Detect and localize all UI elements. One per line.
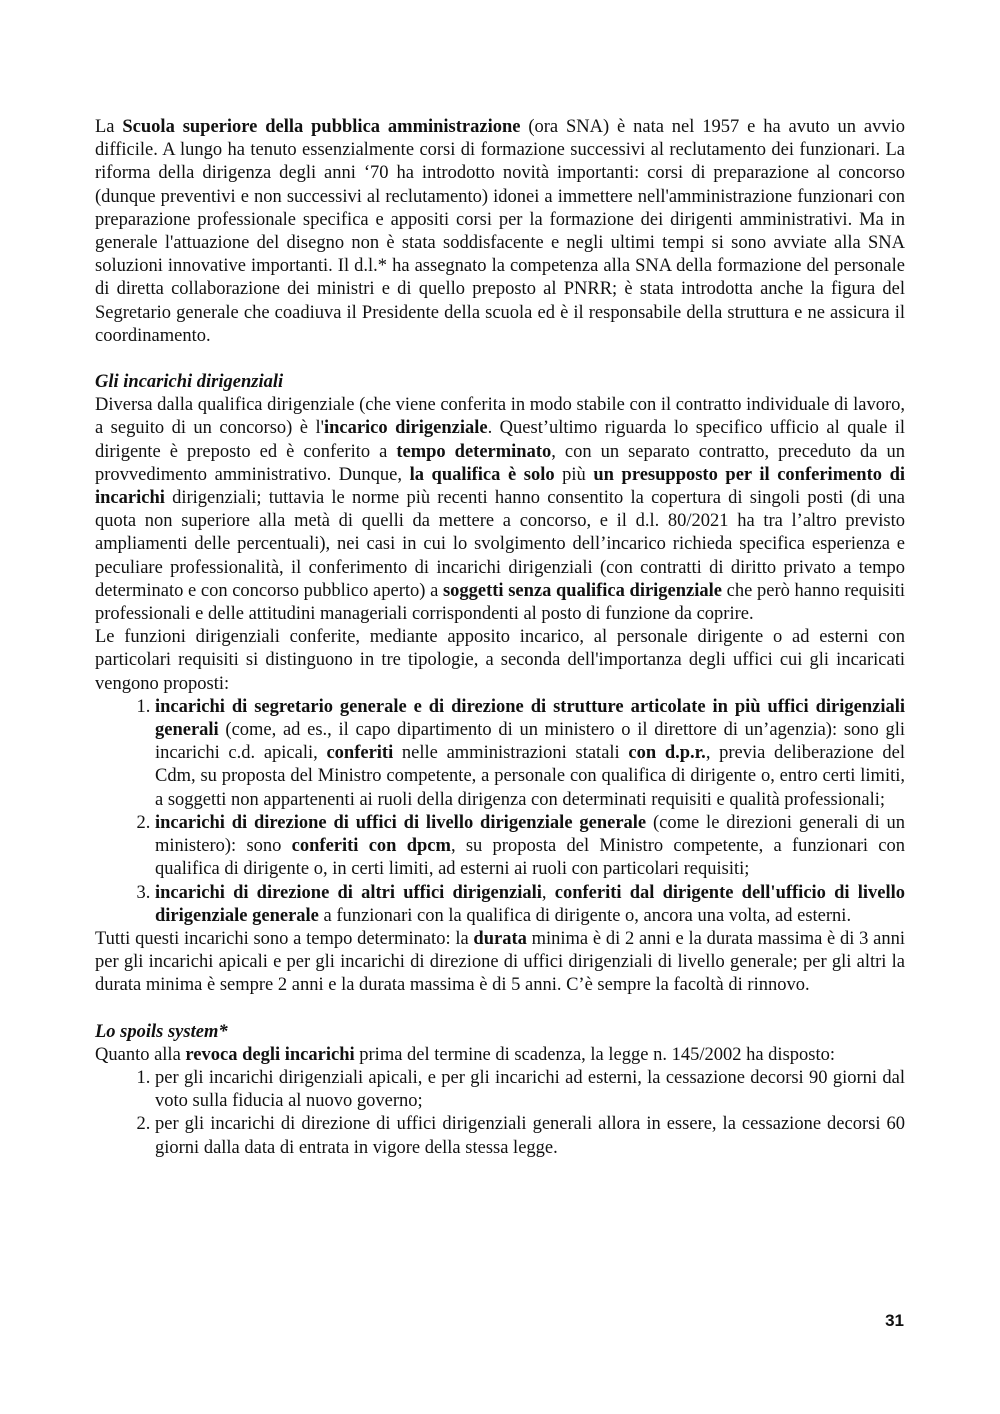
bold-run: incarico dirigenziale: [323, 418, 488, 439]
bold-run: conferiti dal dirigente dell'ufficio di livello dirigenziale generale: [155, 882, 906, 926]
list-item: 2. per gli incarichi di direzione di uffici dirigenziali generali allora in essere, la cessazione decorsi 60 giorni dalla data di entrata in vigore della stessa legge.: [155, 1113, 905, 1159]
bold-run: conferiti: [326, 743, 394, 764]
bold-run: incarichi di segretario generale e di direzione di strutture articolate in più uffici dirigenziali generali: [155, 696, 905, 741]
list-item: [155, 812, 905, 882]
paragraph-gap: [95, 998, 905, 1021]
incarichi-paragraph-1: [95, 394, 905, 626]
bold-run: incarichi di direzione di uffici di livello dirigenziale generale: [155, 812, 647, 833]
list-item: 1. per gli incarichi dirigenziali apicali, e per gli incarichi ad esterni, la cessazione decorsi 90 giorni dal voto sulla fiducia al nuovo governo;: [155, 1067, 905, 1113]
intro-paragraph: [95, 116, 905, 348]
text-run: , previa deliberazione del Cdm, su proposta del Ministro competente, a personale con qualifica di dirigente o, entro certi limiti, a soggetti non appartenenti ai ruoli della dirigenza con determinati requisiti e qualità professionali;: [155, 743, 905, 810]
incarichi-paragraph-2: Le funzioni dirigenziali conferite, mediante apposito incarico, al personale dirigente o ad esterni con particolari requisiti si distinguono in tre tipologie, a seconda dell'importanza degli uffici cui gli incaricati vengono proposti:: [95, 627, 905, 694]
bold-run: tempo determinato: [396, 441, 552, 462]
text-run: Quanto alla: [95, 1044, 186, 1065]
incarichi-paragraph-3: [95, 928, 905, 998]
bold-run: soggetti senza qualifica dirigenziale: [442, 580, 723, 601]
text-run: minima è di 2 anni e la durata massima è di 3 anni per gli incarichi apicali e per gli incarichi di direzione di uffici dirigenziali di livello generale; per gli altri la durata minima è sempre 2 anni e la durata massima è di 5 anni. C’è sempre la facoltà di rinnovo.: [95, 928, 905, 996]
text-run: La: [95, 117, 123, 137]
text-run: (come, ad es., il capo dipartimento di un ministero o il direttore di un’agenzia): sono gli incarichi c.d. apicali,: [155, 720, 905, 764]
list-item: [155, 882, 905, 928]
text-run: , su proposta del Ministro competente, a funzionari con qualifica di dirigente o, in certi limiti, ad esterni ai ruoli con particolari requisiti;: [155, 836, 906, 880]
text-run: che però hanno requisiti professionali e delle attitudini manageriali corrispondenti al posto di funzione da coprire.: [95, 580, 905, 625]
text-run: Tutti questi incarichi sono a tempo determinato: la: [95, 928, 474, 949]
text-run: dirigenziali; tuttavia le norme più recenti hanno consentito la copertura di singoli posti (di una quota non superiore alla metà di quelli da mettere a concorso, e il d.l. 80/2021 ha tra l’altro previsto ampliamenti delle percentuali), nei casi in cui lo svolgimento dell’incarico richieda specifica esperienza e peculiare professionalità, il conferimento di incarichi dirigenziali (con contratti di diritto privato a tempo determinato e con concorso pubblico aperto) a: [95, 488, 905, 601]
text-run: . Quest’ultimo riguarda lo specifico ufficio al quale il dirigente è preposto ed è conferito a: [95, 418, 906, 462]
bold-run: la qualifica è solo: [409, 464, 555, 485]
bold-run: revoca degli incarichi: [185, 1044, 355, 1065]
spoils-paragraph-1: [95, 1044, 905, 1067]
document-page: [95, 116, 905, 1160]
bold-run: con d.p.r.: [628, 743, 706, 764]
text-run: Diversa dalla qualifica dirigenziale (che viene conferita in modo stabile con il contratto individuale di lavoro, a seguito di un concorso) è l': [95, 395, 905, 439]
bold-run: durata: [473, 928, 527, 949]
text-run: più: [554, 464, 594, 485]
section-title-incarichi: Gli incarichi dirigenziali: [95, 372, 284, 393]
paragraph-gap: [95, 348, 905, 371]
text-run: ,: [541, 882, 555, 903]
text-run: nelle amministrazioni statali: [393, 743, 629, 764]
spoils-list: [95, 1067, 905, 1160]
bold-run: un presupposto per il conferimento di incarichi: [95, 464, 906, 509]
bold-run: incarichi di direzione di altri uffici dirigenziali: [155, 882, 542, 903]
section-title-spoils: Lo spoils system*: [95, 1021, 228, 1042]
text-run: (ora SNA) è nata nel 1957 e ha avuto un avvio difficile. A lungo ha tenuto essenzialmente corsi di formazione successivi al reclutamento dei funzionari. La riforma della dirigenza degli anni ‘70 ha introdotto novità importanti: corsi di preparazione al concorso (dunque preventivi e non successivi al reclutamento) idonei a immettere nell'amministrazione funzionari con preparazione professionale specifica e appositi corsi per la formazione dei dirigenti amministrativi. Ma in generale l'attuazione del disegno non è stata soddisfacente e negli ultimi tempi si sono avviate alla SNA soluzioni innovative importanti. Il d.l.* ha assegnato la competenza alla SNA della formazione del personale di diretta collaborazione dei ministri e di quello preposto al PNRR; è stata introdotta anche la figura del Segretario generale che coadiuva il Presidente della scuola ed è il responsabile della struttura e ne assicura il coordinamento.: [95, 117, 905, 346]
bold-run: conferiti con dpcm: [291, 836, 451, 857]
text-run: a funzionari con la qualifica di dirigente o, ancora una volta, ad esterni.: [318, 905, 852, 926]
text-run: prima del termine di scadenza, la legge n. 145/2002 ha disposto:: [354, 1044, 835, 1065]
list-item: [155, 696, 905, 812]
text-run: , con un separato contratto, preceduto da un provvedimento amministrativo. Dunque,: [95, 441, 905, 485]
page-number: 31: [885, 1311, 904, 1330]
text-run: (come le direzioni generali di un ministero): sono: [155, 812, 905, 857]
bold-run: Scuola superiore della pubblica amministrazione: [122, 117, 521, 137]
incarichi-list: [95, 696, 905, 928]
